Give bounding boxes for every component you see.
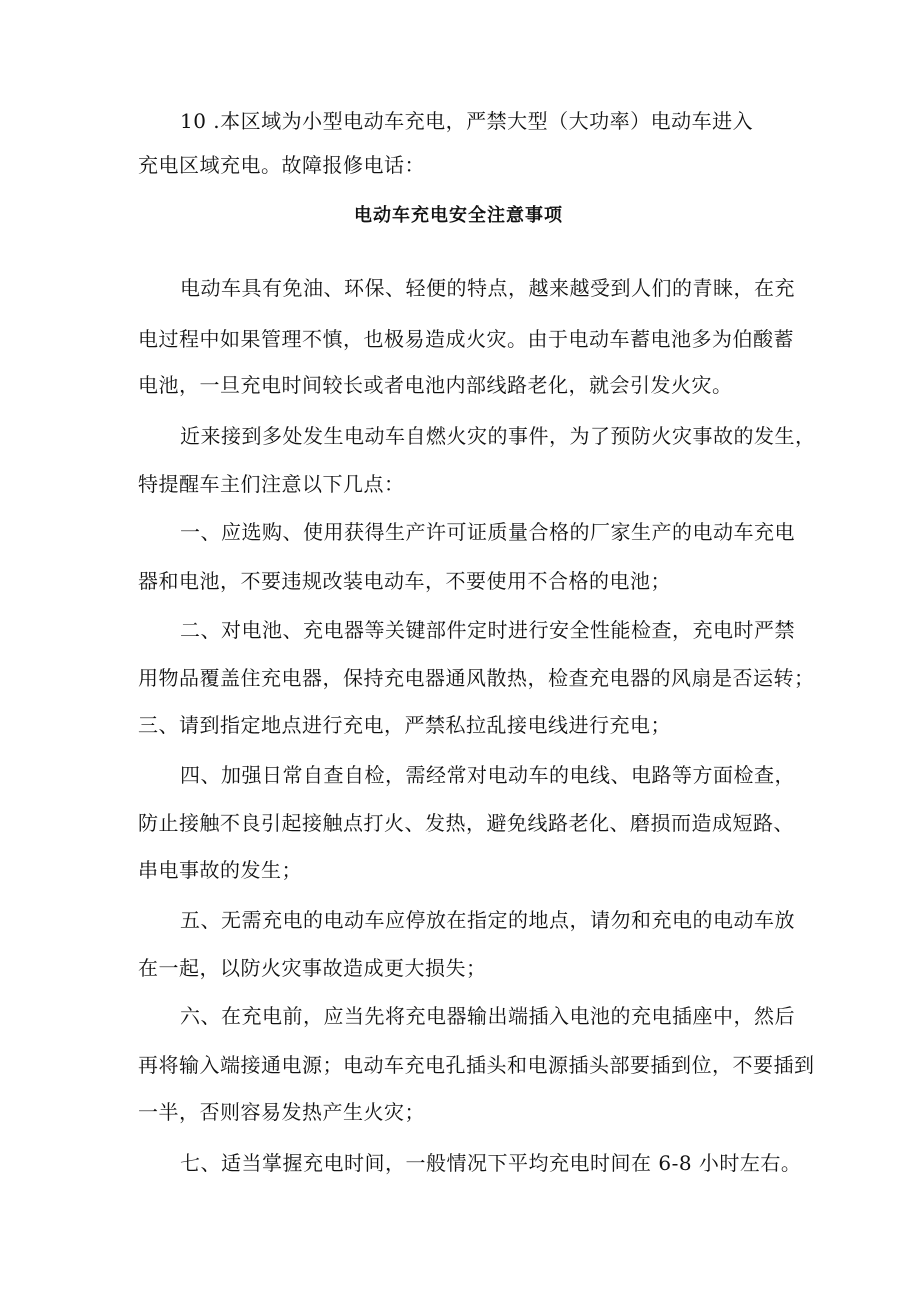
item-1-line-2: 器和电池，不要违规改装电动车，不要使用不合格的电池；: [138, 569, 671, 593]
item-6-line-1: 六、在充电前，应当先将充电器输出端插入电池的充电插座中，然后: [180, 1004, 795, 1028]
intro-line-2: 电过程中如果管理不慎，也极易造成火灾。由于电动车蓄电池多为伯酸蓄: [138, 327, 794, 351]
notice-line-1: 近来接到多处发生电动车自燃火灾的事件，为了预防火灾事故的发生，: [180, 424, 816, 448]
intro-line-3: 电池，一旦充电时间较长或者电池内部线路老化，就会引发火灾。: [138, 373, 733, 397]
notice-line-2: 特提醒车主们注意以下几点：: [138, 472, 405, 496]
top-paragraph-line-2: 充电区域充电。故障报修电话：: [138, 153, 425, 177]
item-3-line-1: 三、请到指定地点进行充电，严禁私拉乱接电线进行充电；: [138, 713, 671, 737]
item-2-line-2: 用物品覆盖住充电器，保持充电器通风散热，检查充电器的风扇是否运转；: [138, 666, 815, 690]
top-paragraph-line-1: 10 .本区域为小型电动车充电，严禁大型（大功率）电动车进入: [180, 109, 754, 133]
item-2-line-1: 二、对电池、充电器等关键部件定时进行安全性能检查，充电时严禁: [180, 618, 795, 642]
item-1-line-1: 一、应选购、使用获得生产许可证质量合格的厂家生产的电动车充电: [180, 520, 795, 544]
item-4-line-2: 防止接触不良引起接触点打火、发热，避免线路老化、磨损而造成短路、: [138, 811, 794, 835]
item-5-line-1: 五、无需充电的电动车应停放在指定的地点，请勿和充电的电动车放: [180, 908, 795, 932]
item-4-line-3: 串电事故的发生；: [138, 858, 302, 882]
item-6-line-2: 再将输入端接通电源；电动车充电孔插头和电源插头部要插到位，不要插到: [138, 1053, 815, 1077]
document-title: 电动车充电安全注意事项: [354, 205, 563, 226]
item-4-line-1: 四、加强日常自查自检，需经常对电动车的电线、电路等方面检查，: [180, 763, 795, 787]
intro-line-1: 电动车具有免油、环保、轻便的特点，越来越受到人们的青睐，在充: [180, 276, 795, 300]
item-7-line-1: 七、适当掌握充电时间，一般情况下平均充电时间在 6-8 小时左右。: [180, 1151, 802, 1175]
item-5-line-2: 在一起，以防火灾事故造成更大损失；: [138, 956, 487, 980]
item-6-line-3: 一半，否则容易发热产生火灾；: [138, 1100, 425, 1124]
